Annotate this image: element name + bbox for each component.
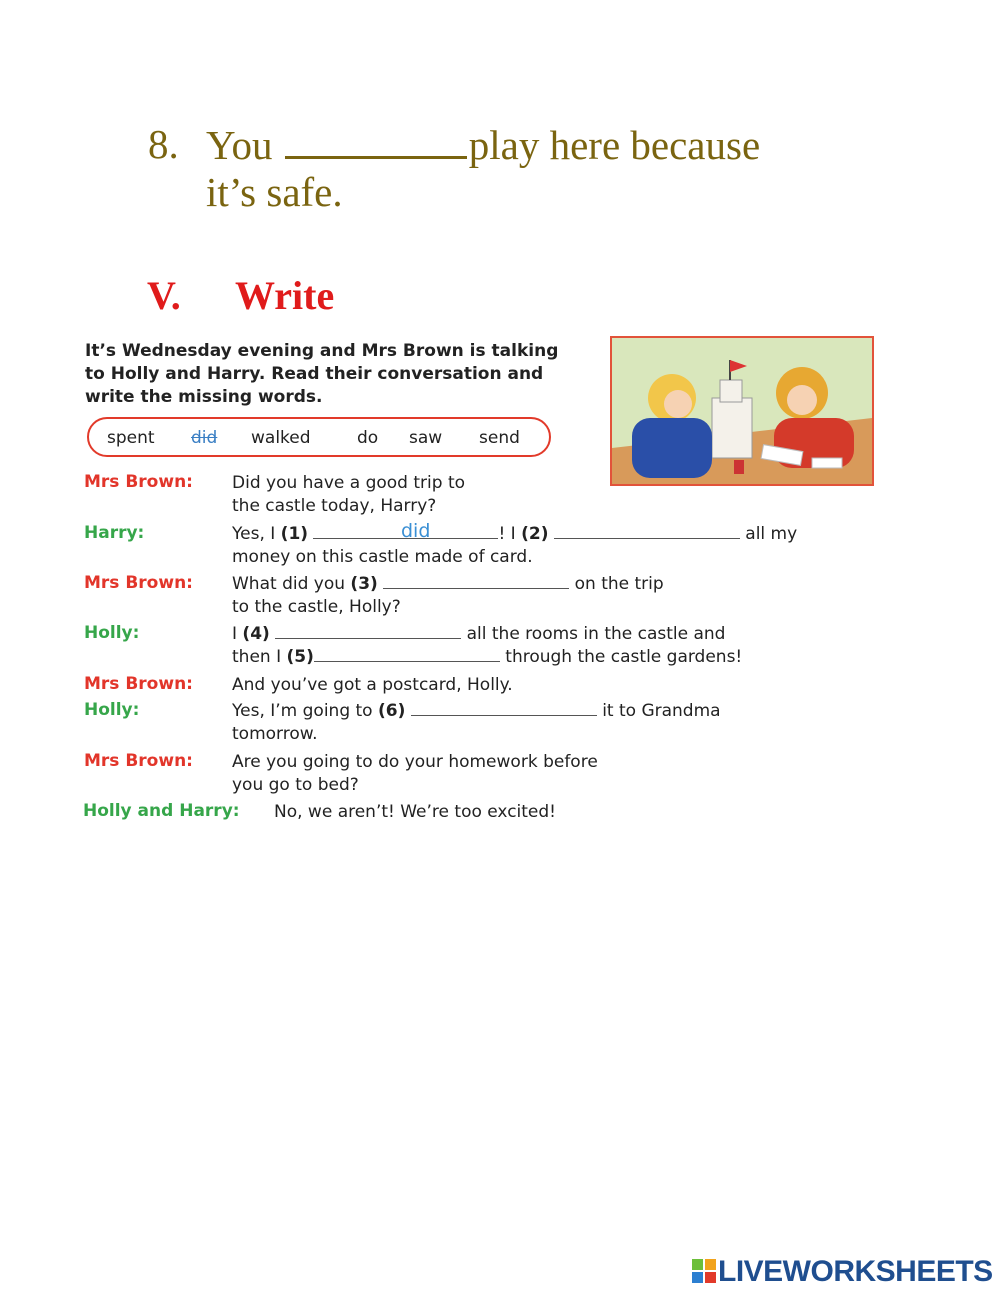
dialogue-text: No, we aren’t! We’re too excited! [274,802,556,822]
question-line-1 [206,120,760,169]
dialogue-fragment: I [232,624,238,644]
dialogue-fragment: all my [745,524,798,544]
word-bank-item: saw [409,428,443,448]
dialogue-text: money on this castle made of card. [232,547,533,567]
word-bank-item-struck: did [191,428,218,448]
dialogue-text [232,700,721,723]
speaker-holly: Holly: [84,700,140,720]
question-line-2: it’s safe. [206,169,343,215]
blank-number: (1) [280,524,309,544]
question-text-before: You [206,122,273,168]
dialogue-fragment: then I [232,647,282,667]
blank-number: (2) [521,524,549,544]
liveworksheets-logo-icon [692,1259,716,1283]
dialogue-fragment: Yes, I [232,524,276,544]
speaker-mrs-brown: Mrs Brown: [84,573,193,593]
question-text-after: play here because [468,122,761,168]
dialogue-text [232,623,725,646]
word-bank-item: spent [107,428,155,448]
dialogue-fragment: Yes, I’m going to [232,701,373,721]
section-numeral: V. [147,273,181,318]
speaker-mrs-brown: Mrs Brown: [84,472,193,492]
dialogue-text: the castle today, Harry? [232,496,437,516]
speaker-holly: Holly: [84,623,140,643]
dialogue-text: to the castle, Holly? [232,597,401,617]
answer-blank-2[interactable] [554,524,740,539]
dialogue-text: And you’ve got a postcard, Holly. [232,675,513,695]
example-answer: did [401,520,431,542]
dialogue-text: Are you going to do your homework before [232,752,598,772]
answer-blank-4[interactable] [275,624,461,639]
word-bank-item: send [479,428,520,448]
speaker-mrs-brown: Mrs Brown: [84,674,193,694]
dialogue-fragment: on the trip [574,574,664,594]
blank-number: (5) [286,647,314,667]
dialogue-text: Did you have a good trip to [232,473,466,493]
dialogue-text [232,646,742,669]
dialogue-fragment: through the castle gardens! [505,647,743,667]
blank-number: (4) [242,624,270,644]
speaker-harry: Harry: [84,523,145,543]
dialogue-fragment: What did you [232,574,346,594]
liveworksheets-logo-text[interactable]: LIVEWORKSHEETS [718,1255,993,1288]
speaker-mrs-brown: Mrs Brown: [84,751,193,771]
answer-blank-6[interactable] [411,701,597,716]
word-bank-item: walked [251,428,311,448]
question-number: 8. [148,121,179,167]
answer-blank[interactable] [285,120,467,159]
blank-number: (6) [378,701,406,721]
dialogue-text: you go to bed? [232,775,359,795]
word-bank [87,417,551,457]
answer-blank-3[interactable] [383,574,569,589]
blank-number: (3) [350,574,378,594]
dialogue-text [232,523,797,546]
dialogue-text: tomorrow. [232,724,318,744]
word-bank-item: do [357,428,379,448]
dialogue-fragment: it to Grandma [602,701,721,721]
answer-blank-5[interactable] [314,647,500,662]
speaker-holly-and-harry: Holly and Harry: [83,801,240,821]
illustration-drawing [612,338,872,484]
dialogue-fragment: all the rooms in the castle and [466,624,726,644]
children-building-castle-illustration [610,336,874,486]
dialogue-fragment: ! I [498,524,516,544]
section-title: Write [235,273,335,318]
dialogue-text [232,573,664,596]
exercise-instructions: It’s Wednesday evening and Mrs Brown is talking to Holly and Harry. Read their conversation and write the missing words. [85,341,559,407]
